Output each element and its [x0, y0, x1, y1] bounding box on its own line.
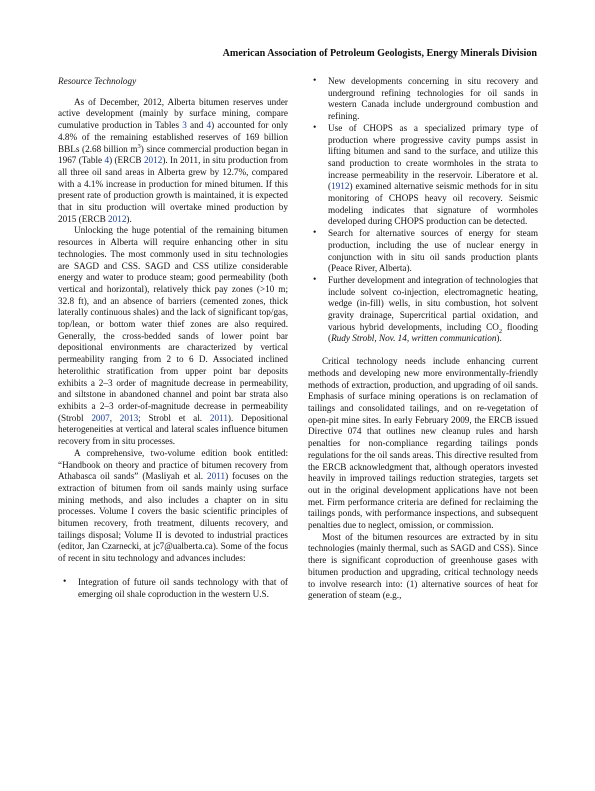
text-run: ).	[496, 333, 502, 344]
table-reference-link[interactable]: 3	[182, 120, 187, 131]
bullet-item	[308, 275, 538, 345]
text-run: ,	[109, 412, 120, 423]
bullet-item: • Search for alternative sources of energy for steam production, including the use of nuclear energy in conjunction with in situ oil sands production plants (Peace River, Alberta).	[308, 228, 538, 275]
citation-link[interactable]: 2012	[108, 213, 127, 224]
text-run: As of December, 2012, Alberta bitumen reserves under active development (mainly by surface mining, compare cumulative production in Tables	[58, 96, 288, 131]
citation-link[interactable]: 2011	[209, 412, 228, 423]
section-title: Resource Technology	[58, 76, 137, 86]
text-run: and	[186, 120, 207, 131]
text-run: Use of CHOPS as a specialized primary type of production where progressive cavity pumps assist in lifting bitumen and sand to the surface, and utilize this sand production to create wormholes in the strata to increase permeability in the reservoir. Liberatore et al. (	[328, 122, 538, 192]
subscript: 2	[498, 327, 503, 335]
text-run: ) accounted for only 4.8% of the remaining established reserves of 169 billion BBLs (2.68 billion m	[58, 120, 289, 154]
citation-link[interactable]: 2007	[91, 412, 110, 423]
citation-link[interactable]: 2011	[207, 471, 226, 482]
paragraph-in-situ-technologies	[58, 225, 288, 447]
table-reference-link[interactable]: 4	[206, 120, 212, 131]
text-run: flooding (	[328, 321, 538, 344]
citation-link[interactable]: 1912	[331, 181, 350, 192]
superscript: 3	[137, 142, 141, 150]
text-run: ). Depositional heterogeneities at vertical and lateral scales influence bitumen recovery from in situ processes.	[58, 412, 289, 447]
personal-communication: Rudy Strobl, Nov. 14, written communication	[331, 333, 497, 344]
bullet-item: • New developments concerning in situ recovery and underground refining technologies for oil sands in western Canada include underground combustion and refining.	[308, 76, 538, 123]
bullet-item: • Integration of future oil sands technology with that of emerging oil shale coproduction in the western U.S.	[58, 577, 288, 600]
text-run: ) since commercial production began in 1967 (Table	[58, 143, 288, 166]
text-run: A comprehensive, two-volume edition book entitled: “Handbook on theory and practice of bitumen recovery from Athabasca oil sands” (Masliyah et al.	[58, 447, 288, 482]
text-run: Further development and integration of technologies that include solvent co-injection, electromagnetic heating, wedge (in-fill) wells, in situ combustion, hot solvent gravity drainage, Supercritical partial oxidation, and various hybrid developments, including CO	[328, 274, 538, 332]
text-run: ).	[126, 213, 132, 224]
citation-link[interactable]: 2012	[143, 155, 163, 166]
right-column	[308, 76, 538, 602]
paragraph-bitumen-extraction: Most of the bitumen resources are extracted by in situ technologies (mainly thermal, such as SAGD and CSS). Since there is significant coproduction of greenhouse gases with bitumen production and upgrading, critical technology needs to involve research into: (1) alternative sources of heat for generation of steam (e.g.,	[308, 531, 538, 601]
text-run: ) examined alternative seismic methods for in situ monitoring of CHOPS heavy oil recovery. Seismic modeling indicates that signature of wormholes developed during CHOPS production can be detected.	[328, 181, 538, 227]
text-run: ) focuses on the extraction of bitumen from oil sands mainly using surface mining methods, and also includes a chapter on in situ processes. Volume I covers the basic scientific principles of bitumen recovery, froth treatment, diluents recovery, and tailings disposal; Volume II is devoted to industrial practices (editor, Jan Czarnecki, at jc7@ualberta.ca). Some of the focus of recent in situ technology and advances includes:	[58, 471, 289, 564]
text-run: ) (ERCB	[109, 155, 144, 166]
text-run: Unlocking the huge potential of the remaining bitumen resources in Alberta will require enhancing other in situ technologies. The most commonly used in situ technologies are SAGD and CSS. SAGD and CSS utilize considerable energy and water to produce steam; good permeability (both vertical and horizontal), relatively thick pay zones (>10 m; 32.8 ft), and an absence of barriers (cemented zones, thick laterally continuous shales) and the lack of significant top/gas, top/lean, or bottom water thief zones are also required. Generally, the cross-bedded sands of lower point bar depositional environments are characterized by vertical permeability ranging from 2 to 6 D. Associated inclined heterolithic stratification from upper point bar deposits exhibits a 2–3 order of magnitude decrease in permeability, and siltstone in abandoned channel and point bar strata also exhibits a 2–3 order-of-magnitude decrease in permeability (Strobl	[58, 225, 288, 423]
text-run: ; Strobl et al.	[138, 412, 210, 423]
citation-link[interactable]: 2013	[119, 412, 139, 423]
paragraph-critical-technology: Critical technology needs include enhancing current methods and developing new more environmentally-friendly methods of extraction, production, and upgrading of oil sands. Emphasis of surface mining operations is on reclamation of tailings and consolidated tailings, and on re-vegetation of open-pit mine sites. In early February 2009, the ERCB issued Directive 074 that outlines new cleanup rules and harsh penalties for non-compliance regarding tailings ponds regulations for the oil sands areas. This directive resulted from the ERCB acknowledgment that, although operators invested heavily in improved tailings reduction strategies, targets set out in the original development applications have not been met. Firm performance criteria are defined for reclaiming the tailings ponds, with performance inspections, and subsequent penalties due to neglect, omission, or commission.	[308, 356, 538, 531]
text-run: ). In 2011, in situ production from all three oil sand areas in Alberta grew by 12.7%, compared with a 4.1% increase in production for mined bitumen. If this present rate of production growth is maintained, it is expected that in situ production will overtake mined production by 2015 (ERCB	[58, 155, 288, 224]
bullet-list	[58, 577, 288, 600]
running-head: American Association of Petroleum Geologists, Energy Minerals Division	[222, 48, 537, 59]
bullet-list	[308, 76, 538, 345]
paragraph-handbook	[58, 448, 288, 565]
bullet-item	[308, 123, 538, 228]
paragraph-reserves	[58, 97, 288, 226]
table-reference-link[interactable]: 4	[104, 155, 110, 166]
left-column	[58, 76, 288, 600]
